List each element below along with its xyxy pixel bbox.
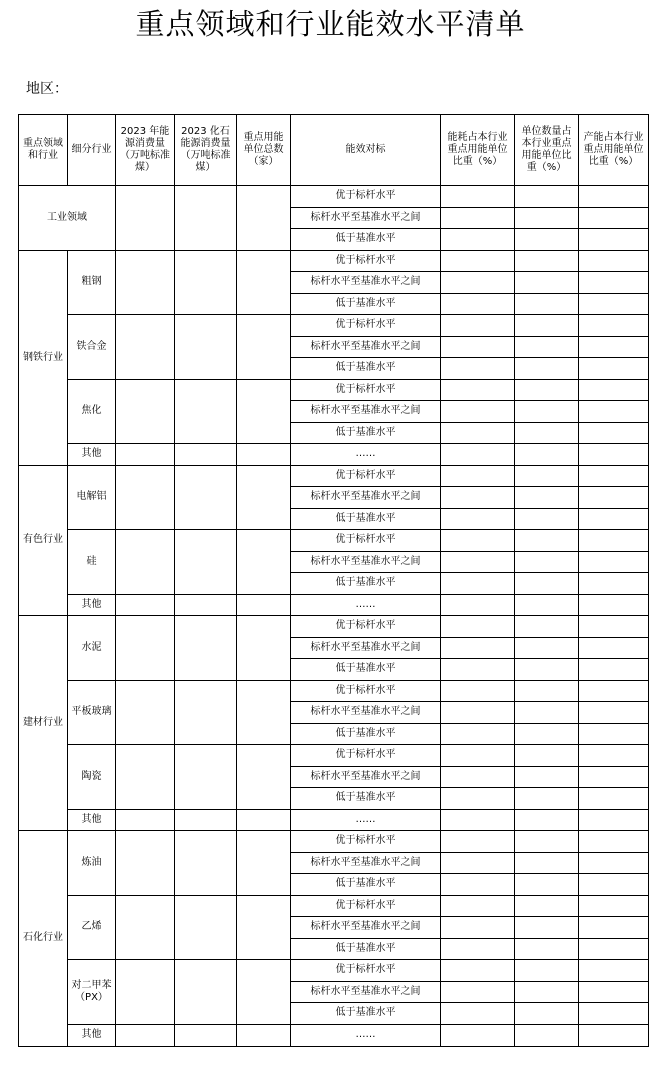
empty-cell [441, 272, 515, 294]
benchmark-level: 优于标杆水平 [291, 616, 441, 638]
empty-cell [441, 852, 515, 874]
empty-cell [579, 465, 649, 487]
subsector-name: 乙烯 [68, 895, 116, 960]
empty-cell [579, 616, 649, 638]
empty-cell [515, 895, 579, 917]
empty-cell [175, 594, 237, 616]
header-row [19, 115, 649, 186]
empty-cell [515, 508, 579, 530]
empty-cell [515, 573, 579, 595]
benchmark-level: 优于标杆水平 [291, 315, 441, 337]
empty-cell [579, 336, 649, 358]
subsector-name: 粗钢 [68, 250, 116, 315]
subsector-name: 硅 [68, 530, 116, 595]
empty-cell [515, 422, 579, 444]
empty-cell [515, 530, 579, 552]
benchmark-level: 标杆水平至基准水平之间 [291, 702, 441, 724]
empty-cell [175, 444, 237, 466]
empty-cell [579, 250, 649, 272]
empty-cell [579, 444, 649, 466]
empty-cell [579, 401, 649, 423]
empty-cell [441, 659, 515, 681]
empty-cell [441, 573, 515, 595]
table-row [19, 444, 649, 466]
subsector-name: 其他 [68, 444, 116, 466]
field-name: 钢铁行业 [19, 250, 68, 465]
empty-cell [441, 938, 515, 960]
empty-cell [579, 788, 649, 810]
empty-cell [579, 895, 649, 917]
empty-cell [441, 680, 515, 702]
table-row [19, 745, 649, 767]
benchmark-level: 优于标杆水平 [291, 379, 441, 401]
subsector-name: 对二甲苯（PX） [68, 960, 116, 1025]
subsector-name: 铁合金 [68, 315, 116, 380]
header-unit-share: 单位数量占本行业重点用能单位比重（%） [515, 115, 579, 186]
empty-cell [441, 831, 515, 853]
benchmark-level: 低于基准水平 [291, 358, 441, 380]
empty-cell [579, 702, 649, 724]
empty-cell [579, 293, 649, 315]
benchmark-level: 标杆水平至基准水平之间 [291, 852, 441, 874]
empty-cell [441, 229, 515, 251]
benchmark-level: 低于基准水平 [291, 229, 441, 251]
empty-cell [579, 831, 649, 853]
benchmark-level: 标杆水平至基准水平之间 [291, 917, 441, 939]
field-name: 建材行业 [19, 616, 68, 831]
header-unit-count: 重点用能单位总数（家） [237, 115, 291, 186]
table-row [19, 186, 649, 208]
empty-cell [175, 465, 237, 530]
empty-cell [441, 981, 515, 1003]
empty-cell [175, 1024, 237, 1046]
empty-cell [441, 508, 515, 530]
empty-cell [579, 487, 649, 509]
empty-cell [237, 680, 291, 745]
table-row [19, 616, 649, 638]
empty-cell [515, 487, 579, 509]
benchmark-level: 低于基准水平 [291, 723, 441, 745]
empty-cell [579, 1024, 649, 1046]
empty-cell [441, 745, 515, 767]
efficiency-table [18, 114, 649, 1047]
benchmark-level: 低于基准水平 [291, 938, 441, 960]
empty-cell [116, 186, 175, 251]
table-row [19, 809, 649, 831]
empty-cell [441, 766, 515, 788]
benchmark-level: 标杆水平至基准水平之间 [291, 401, 441, 423]
empty-cell [441, 551, 515, 573]
header-energy-2023: 2023 年能源消费量（万吨标准煤） [116, 115, 175, 186]
empty-cell [579, 960, 649, 982]
empty-cell [441, 637, 515, 659]
empty-cell [441, 186, 515, 208]
empty-cell [515, 723, 579, 745]
empty-cell [441, 917, 515, 939]
empty-cell [237, 250, 291, 315]
benchmark-level: 优于标杆水平 [291, 680, 441, 702]
benchmark-level: 优于标杆水平 [291, 831, 441, 853]
empty-cell [515, 917, 579, 939]
benchmark-level: 优于标杆水平 [291, 745, 441, 767]
empty-cell [515, 981, 579, 1003]
empty-cell [515, 1024, 579, 1046]
table-row [19, 960, 649, 982]
empty-cell [175, 895, 237, 960]
empty-cell [579, 766, 649, 788]
empty-cell [116, 250, 175, 315]
empty-cell [237, 745, 291, 810]
empty-cell [237, 616, 291, 681]
benchmark-level: 低于基准水平 [291, 573, 441, 595]
empty-cell [116, 895, 175, 960]
empty-cell [116, 680, 175, 745]
empty-cell [237, 1024, 291, 1046]
empty-cell [175, 186, 237, 251]
benchmark-level: 优于标杆水平 [291, 186, 441, 208]
empty-cell [441, 1003, 515, 1025]
empty-cell [515, 401, 579, 423]
empty-cell [441, 315, 515, 337]
empty-cell [515, 551, 579, 573]
empty-cell [515, 788, 579, 810]
empty-cell [579, 1003, 649, 1025]
empty-cell [175, 530, 237, 595]
field-name: 工业领域 [19, 186, 116, 251]
empty-cell [175, 379, 237, 444]
benchmark-level: 标杆水平至基准水平之间 [291, 766, 441, 788]
subsector-name: 其他 [68, 1024, 116, 1046]
empty-cell [579, 594, 649, 616]
table-row [19, 1024, 649, 1046]
benchmark-level: 标杆水平至基准水平之间 [291, 487, 441, 509]
empty-cell [579, 272, 649, 294]
empty-cell [515, 229, 579, 251]
empty-cell [579, 207, 649, 229]
empty-cell [441, 788, 515, 810]
empty-cell [237, 530, 291, 595]
empty-cell [441, 594, 515, 616]
empty-cell [579, 745, 649, 767]
empty-cell [579, 938, 649, 960]
empty-cell [175, 960, 237, 1025]
empty-cell [116, 831, 175, 896]
table-row [19, 250, 649, 272]
empty-cell [441, 1024, 515, 1046]
empty-cell [116, 960, 175, 1025]
empty-cell [579, 530, 649, 552]
benchmark-level: 低于基准水平 [291, 508, 441, 530]
empty-cell [441, 422, 515, 444]
empty-cell [579, 551, 649, 573]
table-row [19, 315, 649, 337]
empty-cell [515, 293, 579, 315]
benchmark-level: 低于基准水平 [291, 293, 441, 315]
subsector-name: 水泥 [68, 616, 116, 681]
empty-cell [441, 401, 515, 423]
region-label: 地区： [26, 81, 68, 97]
empty-cell [116, 379, 175, 444]
field-name: 有色行业 [19, 465, 68, 616]
subsector-name: 其他 [68, 594, 116, 616]
empty-cell [237, 960, 291, 1025]
empty-cell [579, 229, 649, 251]
empty-cell [441, 723, 515, 745]
benchmark-level: 优于标杆水平 [291, 895, 441, 917]
header-fossil-2023: 2023 化石能源消费量（万吨标准煤） [175, 115, 237, 186]
empty-cell [515, 809, 579, 831]
empty-cell [579, 874, 649, 896]
empty-cell [237, 594, 291, 616]
empty-cell [441, 358, 515, 380]
benchmark-level: 低于基准水平 [291, 874, 441, 896]
empty-cell [515, 766, 579, 788]
benchmark-level: 优于标杆水平 [291, 465, 441, 487]
empty-cell [441, 293, 515, 315]
empty-cell [175, 315, 237, 380]
empty-cell [515, 1003, 579, 1025]
header-benchmark: 能效对标 [291, 115, 441, 186]
empty-cell [441, 336, 515, 358]
empty-cell [441, 960, 515, 982]
subsector-name: 平板玻璃 [68, 680, 116, 745]
empty-cell [515, 852, 579, 874]
empty-cell [579, 809, 649, 831]
empty-cell [116, 444, 175, 466]
empty-cell [237, 895, 291, 960]
empty-cell [579, 422, 649, 444]
empty-cell [175, 745, 237, 810]
empty-cell [579, 917, 649, 939]
empty-cell [515, 272, 579, 294]
empty-cell [175, 616, 237, 681]
empty-cell [175, 680, 237, 745]
table-row [19, 831, 649, 853]
page-title: 重点领域和行业能效水平清单 [135, 7, 526, 41]
empty-cell [116, 809, 175, 831]
empty-cell [116, 530, 175, 595]
empty-cell [579, 723, 649, 745]
empty-cell [441, 809, 515, 831]
empty-cell [237, 831, 291, 896]
empty-cell [237, 809, 291, 831]
empty-cell [515, 616, 579, 638]
empty-cell [441, 530, 515, 552]
header-subsector: 细分行业 [68, 115, 116, 186]
empty-cell [441, 250, 515, 272]
table-row [19, 379, 649, 401]
empty-cell [441, 207, 515, 229]
empty-cell [579, 852, 649, 874]
empty-cell [579, 358, 649, 380]
subsector-name: 电解铝 [68, 465, 116, 530]
empty-cell [116, 315, 175, 380]
empty-cell [579, 315, 649, 337]
empty-cell [441, 874, 515, 896]
empty-cell [579, 379, 649, 401]
benchmark-level: 标杆水平至基准水平之间 [291, 637, 441, 659]
ellipsis-cell: …… [291, 444, 441, 466]
empty-cell [515, 207, 579, 229]
ellipsis-cell: …… [291, 1024, 441, 1046]
benchmark-level: 标杆水平至基准水平之间 [291, 336, 441, 358]
empty-cell [515, 444, 579, 466]
benchmark-level: 低于基准水平 [291, 659, 441, 681]
empty-cell [116, 616, 175, 681]
empty-cell [175, 831, 237, 896]
empty-cell [515, 336, 579, 358]
empty-cell [441, 487, 515, 509]
empty-cell [237, 186, 291, 251]
subsector-name: 炼油 [68, 831, 116, 896]
empty-cell [579, 680, 649, 702]
table-row [19, 530, 649, 552]
empty-cell [579, 573, 649, 595]
empty-cell [515, 594, 579, 616]
empty-cell [441, 702, 515, 724]
header-capacity-share: 产能占本行业重点用能单位比重（%） [579, 115, 649, 186]
empty-cell [515, 659, 579, 681]
empty-cell [237, 465, 291, 530]
empty-cell [579, 981, 649, 1003]
empty-cell [515, 358, 579, 380]
empty-cell [116, 465, 175, 530]
empty-cell [515, 702, 579, 724]
empty-cell [441, 895, 515, 917]
empty-cell [237, 315, 291, 380]
empty-cell [515, 315, 579, 337]
benchmark-level: 优于标杆水平 [291, 960, 441, 982]
empty-cell [515, 379, 579, 401]
benchmark-level: 优于标杆水平 [291, 530, 441, 552]
empty-cell [515, 831, 579, 853]
empty-cell [515, 938, 579, 960]
empty-cell [116, 1024, 175, 1046]
empty-cell [579, 186, 649, 208]
empty-cell [441, 379, 515, 401]
table-row [19, 895, 649, 917]
empty-cell [175, 250, 237, 315]
empty-cell [515, 465, 579, 487]
empty-cell [515, 874, 579, 896]
empty-cell [441, 444, 515, 466]
empty-cell [579, 659, 649, 681]
empty-cell [175, 809, 237, 831]
benchmark-level: 标杆水平至基准水平之间 [291, 207, 441, 229]
empty-cell [515, 250, 579, 272]
subsector-name: 陶瓷 [68, 745, 116, 810]
empty-cell [515, 186, 579, 208]
empty-cell [441, 616, 515, 638]
subsector-name: 焦化 [68, 379, 116, 444]
ellipsis-cell: …… [291, 809, 441, 831]
empty-cell [579, 637, 649, 659]
empty-cell [515, 680, 579, 702]
table-row [19, 680, 649, 702]
benchmark-level: 低于基准水平 [291, 422, 441, 444]
benchmark-level: 优于标杆水平 [291, 250, 441, 272]
empty-cell [116, 594, 175, 616]
table-row [19, 594, 649, 616]
empty-cell [237, 444, 291, 466]
benchmark-level: 低于基准水平 [291, 788, 441, 810]
empty-cell [515, 960, 579, 982]
benchmark-level: 低于基准水平 [291, 1003, 441, 1025]
empty-cell [237, 379, 291, 444]
empty-cell [116, 745, 175, 810]
subsector-name: 其他 [68, 809, 116, 831]
ellipsis-cell: …… [291, 594, 441, 616]
table-row [19, 465, 649, 487]
empty-cell [515, 637, 579, 659]
field-name: 石化行业 [19, 831, 68, 1047]
empty-cell [579, 508, 649, 530]
benchmark-level: 标杆水平至基准水平之间 [291, 981, 441, 1003]
empty-cell [515, 745, 579, 767]
benchmark-level: 标杆水平至基准水平之间 [291, 272, 441, 294]
empty-cell [441, 465, 515, 487]
benchmark-level: 标杆水平至基准水平之间 [291, 551, 441, 573]
header-energy-share: 能耗占本行业重点用能单位比重（%） [441, 115, 515, 186]
header-field: 重点领域和行业 [19, 115, 68, 186]
